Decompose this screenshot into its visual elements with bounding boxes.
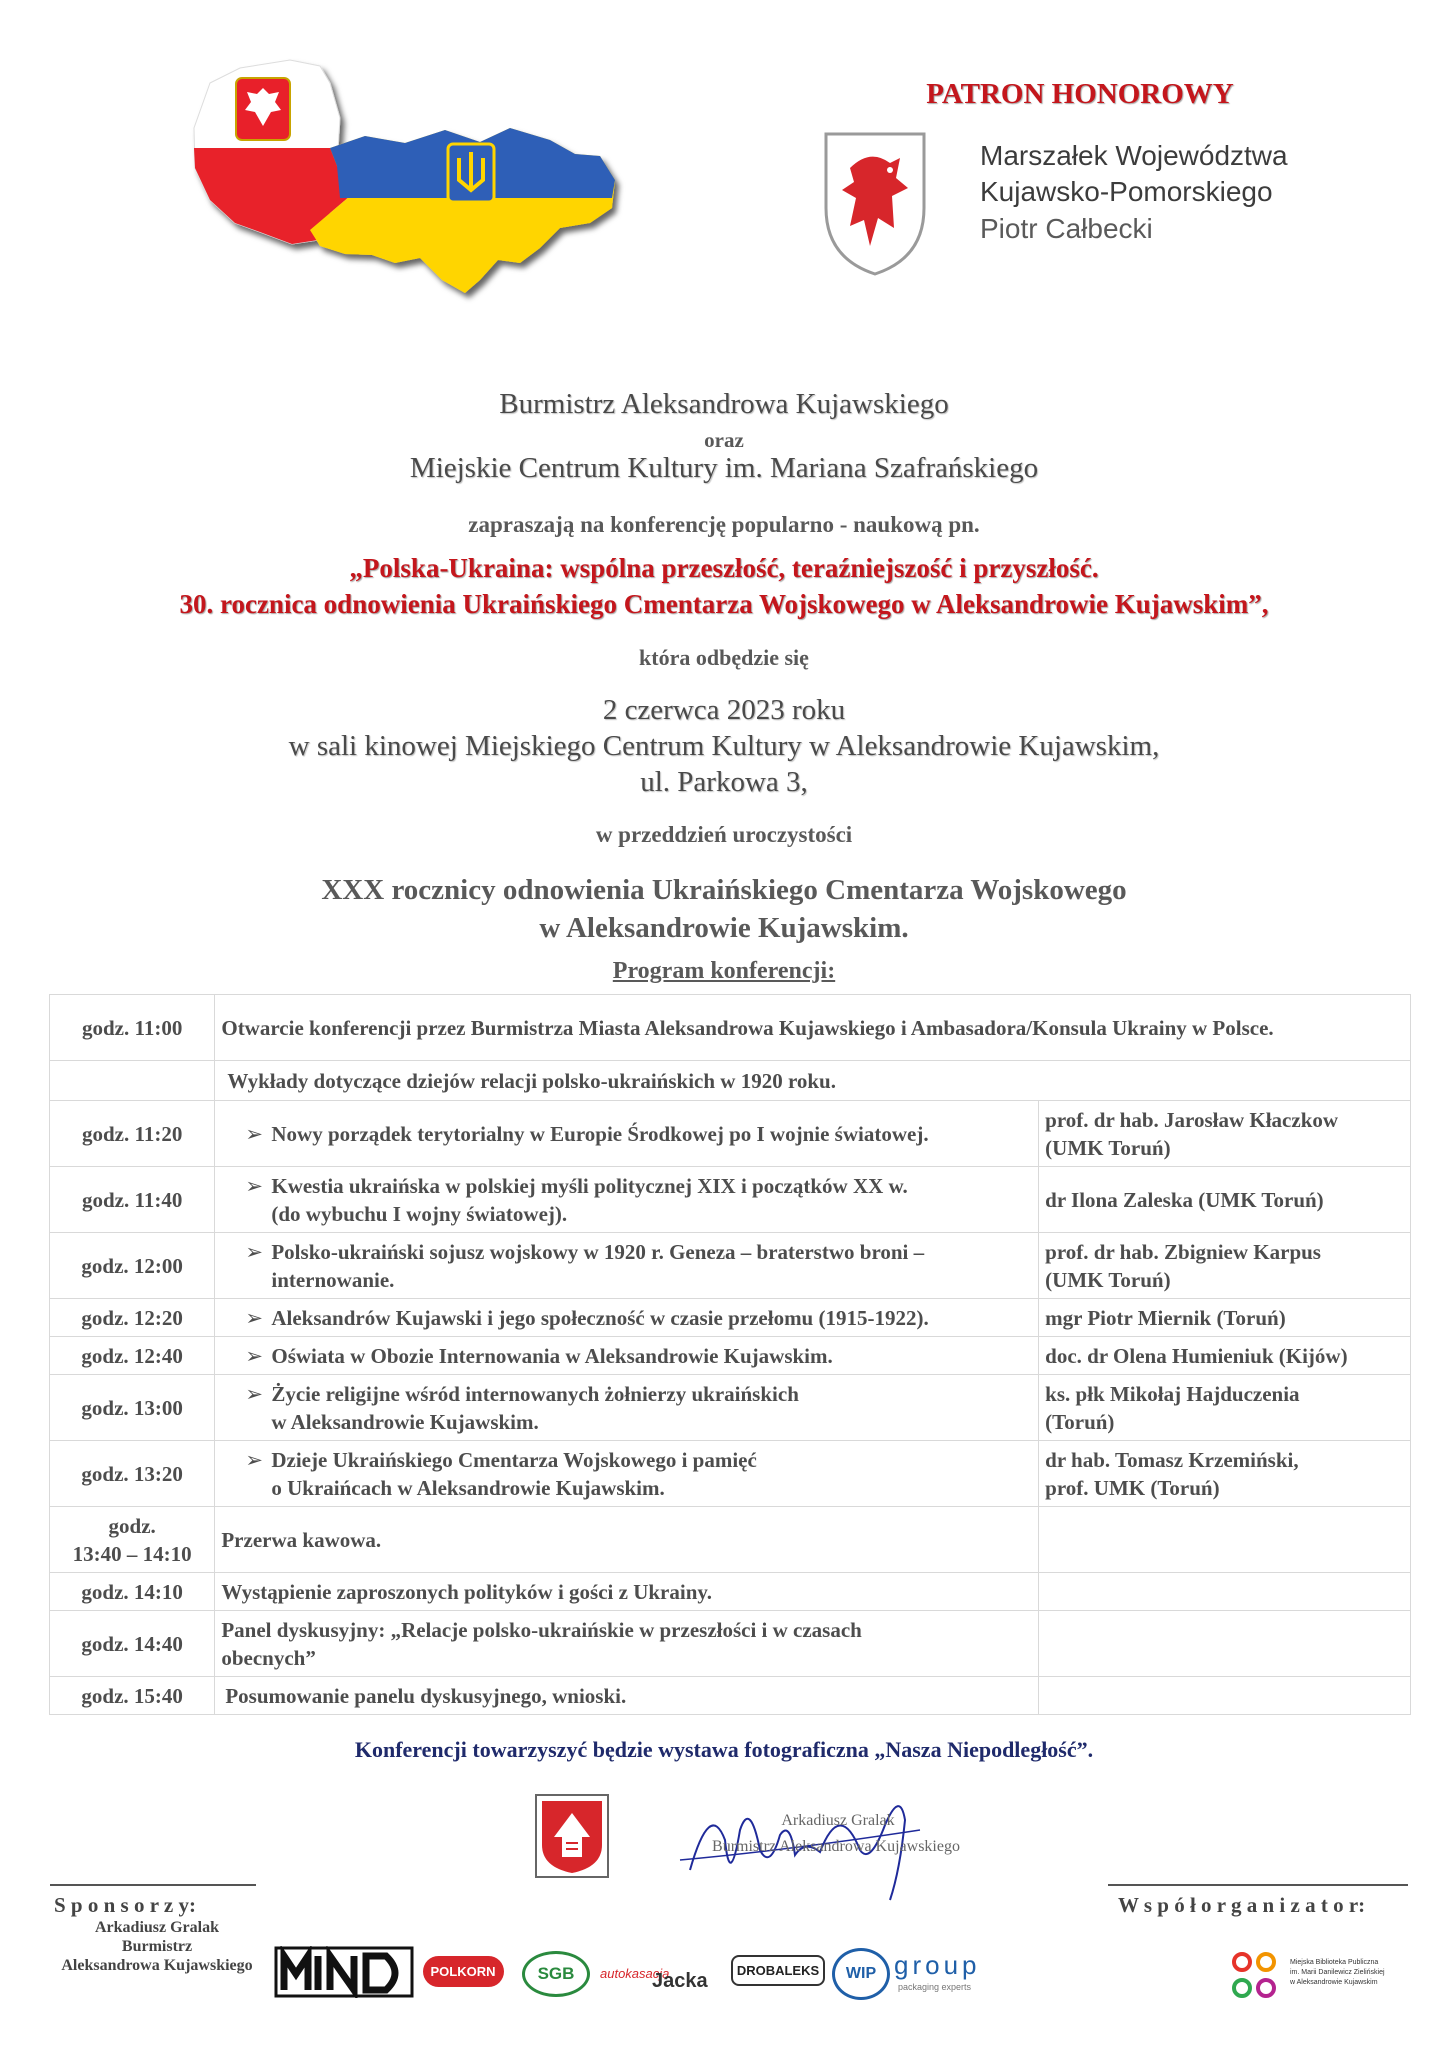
sgb-logo (520, 1950, 592, 1998)
sponsors-divider (50, 1884, 256, 1886)
time-cell: godz. 14:10 (50, 1573, 215, 1611)
time-cell: godz. 15:40 (50, 1677, 215, 1715)
kujawsko-pomorskie-crest-logo (820, 128, 930, 278)
topic-line: Dzieje Ukraińskiego Cmentarza Wojskowego i pamięć (271, 1447, 757, 1472)
topic-cell (215, 1101, 1039, 1167)
exhibition-note: Konferencji towarzyszyć będzie wystawa fotograficzna „Nasza Niepodległość”. (354, 1737, 1094, 1762)
time-cell: godz. 14:40 (50, 1611, 215, 1677)
topic-cell (215, 1167, 1039, 1233)
speaker-line: dr hab. Tomasz Krzemiński, (1045, 1447, 1299, 1472)
wip-text: WIP (832, 1948, 890, 2000)
program-table (49, 994, 1411, 1715)
wip-group-logo (832, 1946, 1002, 1998)
time-cell: godz. 13:20 (50, 1441, 215, 1507)
time-cell (50, 1507, 215, 1573)
patron-line-3: Piotr Całbecki (980, 213, 1153, 244)
time-cell: godz. 11:20 (50, 1101, 215, 1167)
topic-line: Życie religijne wśród internowanych żołnierzy ukraińskich (271, 1381, 799, 1406)
topic-cell (215, 1299, 1039, 1337)
panel-text (215, 1611, 1039, 1677)
library-line: im. Marii Danilewicz Zielińskiej (1290, 1969, 1385, 1976)
polkorn-logo (427, 1944, 499, 1998)
opening-text: Otwarcie konferencji przez Burmistrza Miasta Aleksandrowa Kujawskiego i Ambasadora/Konsula Ukrainy w Polsce. (215, 995, 1411, 1061)
conference-title-line-1: „Polska-Ukraina: wspólna przeszłość, teraźniejszość i przyszłość. (349, 553, 1099, 583)
break-text: Przerwa kawowa. (215, 1507, 1039, 1573)
speaker-cell (1039, 1573, 1411, 1611)
sponsor-line: Burmistrz (121, 1938, 193, 1955)
aleksandrow-coat-of-arms-logo (534, 1793, 610, 1879)
speaker-line: (UMK Toruń) (1045, 1135, 1171, 1160)
speaker-cell (1039, 1375, 1411, 1441)
table-row (50, 1101, 1411, 1167)
library-name (1290, 1958, 1385, 1988)
host-line-mayor: Burmistrz Aleksandrowa Kujawskiego (499, 388, 949, 420)
topic-line: o Ukraińcach w Aleksandrowie Kujawskim. (271, 1475, 665, 1500)
topic-line: Aleksandrów Kujawski i jego społeczność w czasie przełomu (1915-1922). (271, 1305, 929, 1330)
invite-line: zapraszają na konferencję popularno - naukową pn. (468, 512, 980, 537)
signature-role: Burmistrz Aleksandrowa Kujawskiego (712, 1838, 960, 1855)
polkorn-logo-text: POLKORN (423, 1956, 504, 1987)
topic-line: Nowy porządek terytorialny w Europie Środkowej po I wojnie światowej. (271, 1121, 929, 1146)
sponsor-mayor (52, 1918, 262, 1975)
packaging-text: packaging experts (898, 1982, 972, 1992)
topic-cell (215, 1337, 1039, 1375)
host-line-culture-center: Miejskie Centrum Kultury im. Mariana Szafrańskiego (409, 452, 1039, 484)
panel-line: obecnych” (221, 1645, 316, 1670)
drobalex-logo (736, 1940, 820, 2000)
drobalex-logo-text: DROBALEKS (731, 1955, 825, 1986)
table-row (50, 995, 1411, 1061)
table-row (50, 1299, 1411, 1337)
patron-line-2: Kujawsko-Pomorskiego (980, 176, 1273, 207)
speaker-line: dr Ilona Zaleska (UMK Toruń) (1045, 1187, 1324, 1212)
speaker-cell (1039, 1101, 1411, 1167)
table-row (50, 1233, 1411, 1299)
topic-line: Polsko-ukraiński sojusz wojskowy w 1920 r. Geneza – braterstwo broni – (271, 1239, 925, 1264)
patron-line-1: Marszałek Województwa (980, 140, 1288, 171)
coorganizer-label: W s p ó ł o r g a n i z a t o r: (1118, 1893, 1366, 1917)
poland-ukraine-map-image (180, 48, 720, 338)
speaker-line: mgr Piotr Miernik (Toruń) (1045, 1305, 1286, 1330)
time-cell: godz. 12:20 (50, 1299, 215, 1337)
time-cell: godz. 12:00 (50, 1233, 215, 1299)
library-logo-icon (1228, 1948, 1282, 2004)
speaker-line: (Toruń) (1045, 1409, 1115, 1434)
sponsor-line: Arkadiusz Gralak (94, 1919, 219, 1936)
speaker-cell (1039, 1299, 1411, 1337)
speaker-cell (1039, 1677, 1411, 1715)
topic-line: Kwestia ukraińska w polskiej myśli politycznej XIX i początków XX w. (271, 1173, 908, 1198)
topic-cell (215, 1233, 1039, 1299)
speaker-line: prof. dr hab. Jarosław Kłaczkow (1045, 1107, 1339, 1132)
time-cell: godz. 11:40 (50, 1167, 215, 1233)
conference-title-line-2: 30. rocznica odnowienia Ukraińskiego Cmentarza Wojskowego w Aleksandrowie Kujawskim”, (179, 589, 1269, 619)
event-date: 2 czerwca 2023 roku (602, 694, 846, 726)
time-cell: godz. 11:00 (50, 995, 215, 1061)
sponsors-label: S p o n s o r z y: (54, 1893, 196, 1917)
coorganizer-divider (1108, 1884, 1408, 1886)
speaker-line: doc. dr Olena Humieniuk (Kijów) (1045, 1343, 1348, 1368)
time-cell (50, 1061, 215, 1101)
patron-title: PATRON HONOROWY (926, 78, 1234, 110)
arrow-bullet-icon: ➢ (245, 1121, 263, 1146)
mind-logo (274, 1946, 414, 1998)
group-text: group (894, 1950, 981, 1980)
autokasacja-text: autokasacja (600, 1966, 670, 1981)
time-cell: godz. 13:00 (50, 1375, 215, 1441)
topic-line: internowanie. (271, 1267, 395, 1292)
event-intro: która odbędzie się (639, 645, 809, 670)
topic-line: w Aleksandrowie Kujawskim. (271, 1409, 539, 1434)
speaker-line: ks. płk Mikołaj Hajduczenia (1045, 1381, 1300, 1406)
speaker-cell (1039, 1337, 1411, 1375)
topic-line: Oświata w Obozie Internowania w Aleksandrowie Kujawskim. (271, 1343, 833, 1368)
library-line: Miejska Biblioteka Publiczna (1290, 1959, 1379, 1966)
program-heading: Program konferencji: (612, 958, 836, 984)
table-row (50, 1507, 1411, 1573)
table-row (50, 1677, 1411, 1715)
politicians-text: Wystąpienie zaproszonych polityków i gości z Ukrainy. (215, 1573, 1039, 1611)
event-venue: w sali kinowej Miejskiego Centrum Kultury w Aleksandrowie Kujawskim, (288, 730, 1160, 762)
topic-line: (do wybuchu I wojny światowej). (271, 1201, 568, 1226)
speaker-line: prof. dr hab. Zbigniew Karpus (1045, 1239, 1321, 1264)
library-line: w Aleksandrowie Kujawskim (1290, 1979, 1378, 1986)
table-row (50, 1167, 1411, 1233)
arrow-bullet-icon: ➢ (245, 1343, 263, 1368)
anniversary-line-1: XXX rocznicy odnowienia Ukraińskiego Cmentarza Wojskowego (321, 874, 1127, 906)
table-row (50, 1611, 1411, 1677)
table-row (50, 1573, 1411, 1611)
autokasacja-logo (600, 1950, 720, 1998)
time-cell: godz. 12:40 (50, 1337, 215, 1375)
speaker-cell (1039, 1611, 1411, 1677)
speaker-cell (1039, 1507, 1411, 1573)
table-row (50, 1375, 1411, 1441)
arrow-bullet-icon: ➢ (245, 1381, 263, 1406)
jacka-text: Jacka (652, 1970, 708, 1992)
sponsor-line: Aleksandrowa Kujawskiego (61, 1957, 253, 1974)
speaker-cell (1039, 1233, 1411, 1299)
time-line: godz. (108, 1513, 156, 1538)
topic-cell (215, 1441, 1039, 1507)
summary-text: Posumowanie panelu dyskusyjnego, wnioski. (215, 1677, 1039, 1715)
speaker-cell (1039, 1441, 1411, 1507)
time-line: 13:40 – 14:10 (72, 1541, 192, 1566)
event-street: ul. Parkowa 3, (640, 766, 808, 798)
host-line-oraz: oraz (704, 428, 744, 452)
arrow-bullet-icon: ➢ (245, 1447, 263, 1472)
speaker-line: (UMK Toruń) (1045, 1267, 1171, 1292)
lectures-heading: Wykłady dotyczące dziejów relacji polsko-ukraińskich w 1920 roku. (215, 1061, 1411, 1101)
signature-name: Arkadiusz Gralak (781, 1812, 895, 1829)
table-row (50, 1441, 1411, 1507)
speaker-cell (1039, 1167, 1411, 1233)
table-row (50, 1337, 1411, 1375)
arrow-bullet-icon: ➢ (245, 1239, 263, 1264)
table-row (50, 1061, 1411, 1101)
panel-line: Panel dyskusyjny: „Relacje polsko-ukraińskie w przeszłości i w czasach (221, 1617, 862, 1642)
arrow-bullet-icon: ➢ (245, 1305, 263, 1330)
sgb-logo-text: SGB (522, 1951, 590, 1997)
anniversary-line-2: w Aleksandrowie Kujawskim. (539, 912, 909, 944)
eve-line: w przeddzień uroczystości (595, 822, 853, 847)
topic-cell (215, 1375, 1039, 1441)
arrow-bullet-icon: ➢ (245, 1173, 263, 1198)
speaker-line: prof. UMK (Toruń) (1045, 1475, 1220, 1500)
